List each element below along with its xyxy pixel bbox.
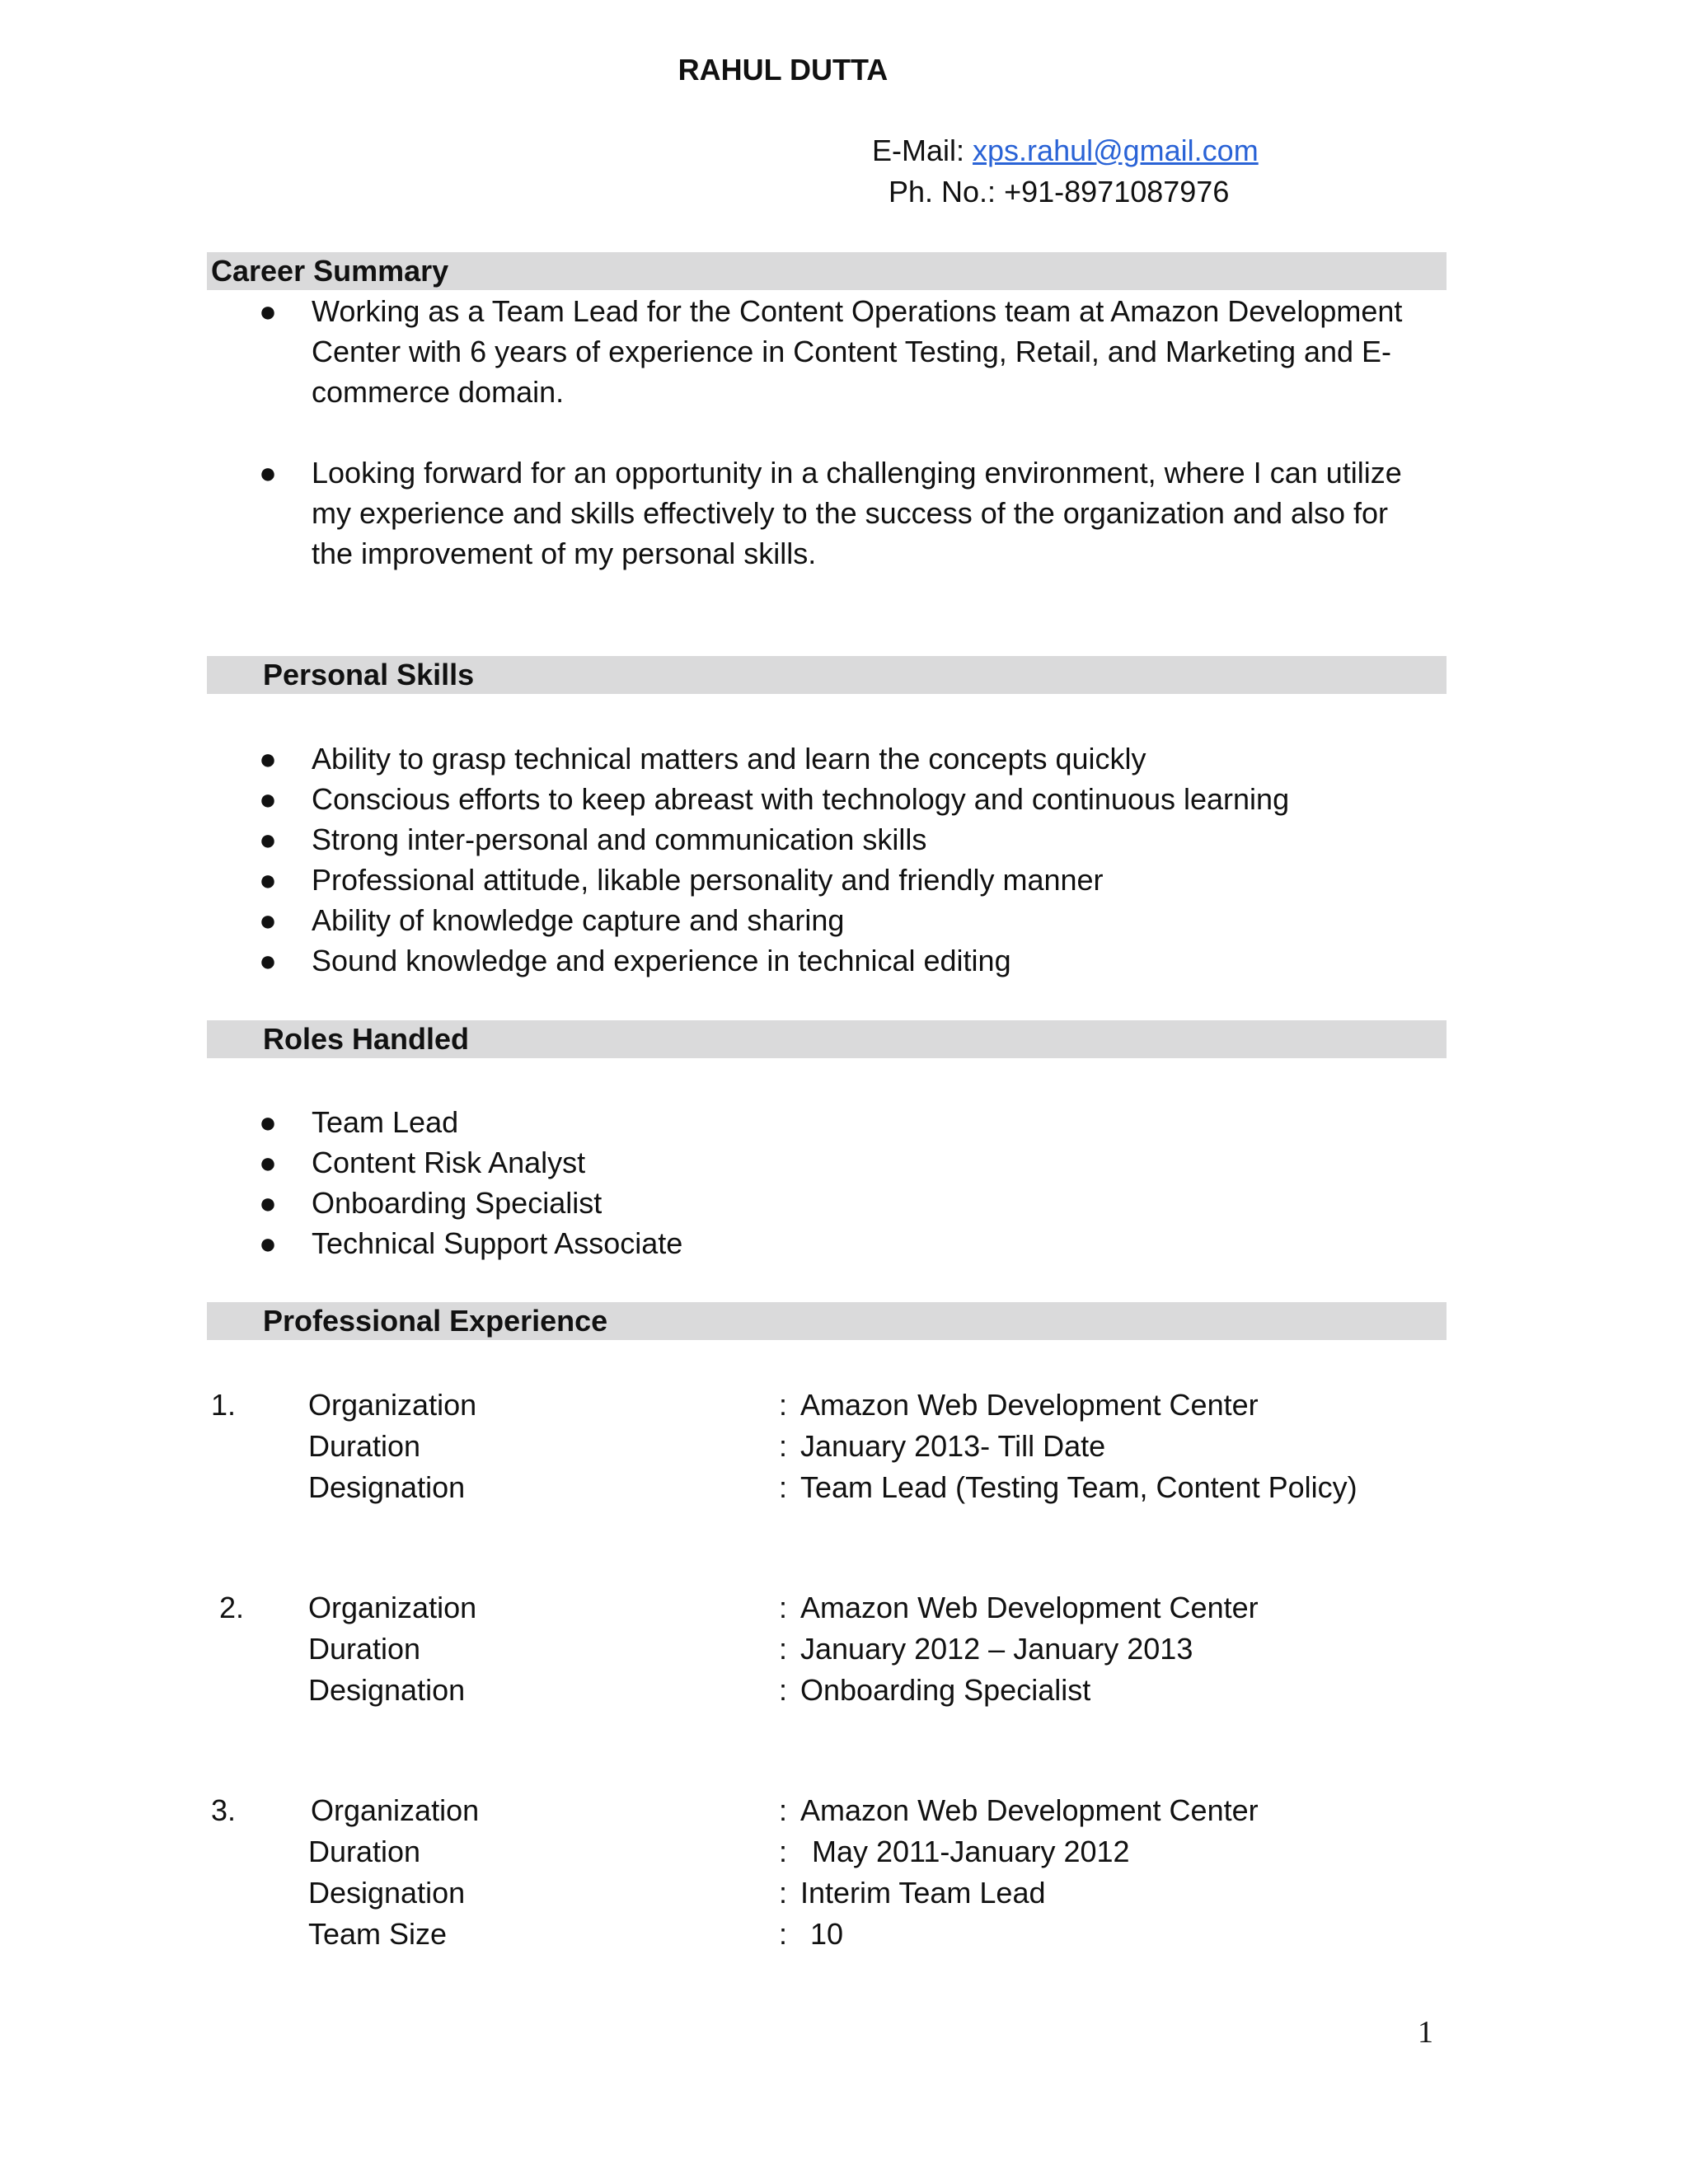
organization-row [207, 1790, 1460, 1831]
role-item: Content Risk Analyst [312, 1146, 586, 1179]
duration-value: January 2012 – January 2013 [800, 1632, 1193, 1666]
skill-item: Professional attitude, likable personality and friendly manner [312, 863, 1104, 897]
career-summary-item: Looking forward for an opportunity in a challenging environment, where I can utilize my experience and skills effectively to the success of the organization and also for the improvement of my personal skills. [312, 456, 1402, 570]
bullet-icon: ● [259, 294, 277, 328]
list-item [256, 900, 1434, 940]
experience-entry [207, 1790, 1460, 1955]
roles-handled-title: Roles Handled [263, 1022, 470, 1056]
designation-value: Interim Team Lead [800, 1876, 1046, 1910]
entry-number: 2. [219, 1591, 245, 1624]
skill-item: Conscious efforts to keep abreast with technology and continuous learning [312, 782, 1290, 816]
organization-value: Amazon Web Development Center [800, 1793, 1259, 1827]
personal-skills-list [256, 738, 1434, 981]
list-item [256, 738, 1434, 779]
duration-value: January 2013- Till Date [800, 1429, 1106, 1463]
organization-value: Amazon Web Development Center [800, 1388, 1259, 1422]
organization-label: Organization [308, 1591, 477, 1624]
list-item [256, 1142, 1434, 1183]
skill-item: Strong inter-personal and communication skills [312, 823, 927, 856]
team-size-label: Team Size [308, 1917, 448, 1951]
bullet-icon: ● [259, 944, 277, 977]
page-number: 1 [1418, 2015, 1433, 2050]
team-size-row [207, 1914, 1460, 1955]
career-summary-heading [207, 252, 1447, 290]
experience-entry [207, 1587, 1460, 1711]
list-item [256, 291, 1434, 412]
designation-value: Team Lead (Testing Team, Content Policy) [800, 1470, 1357, 1504]
roles-handled-list [256, 1102, 1434, 1263]
separator: : [779, 1673, 788, 1707]
designation-label: Designation [308, 1876, 466, 1910]
bullet-icon: ● [259, 1146, 277, 1179]
professional-experience-title: Professional Experience [263, 1304, 608, 1338]
bullet-icon: ● [259, 903, 277, 937]
separator: : [779, 1876, 788, 1910]
phone-row [872, 173, 1259, 214]
bullet-icon: ● [259, 782, 277, 816]
career-summary-item: Working as a Team Lead for the Content Operations team at Amazon Development Center with 6 years of experience in Content Testing, Retail, and Marketing and E-commerce domain. [312, 294, 1403, 409]
bullet-icon: ● [259, 863, 277, 897]
personal-skills-title: Personal Skills [263, 658, 475, 691]
bullet-icon: ● [259, 742, 277, 776]
role-item: Team Lead [312, 1105, 459, 1139]
designation-label: Designation [308, 1470, 466, 1504]
duration-value: May 2011-January 2012 [812, 1835, 1130, 1868]
organization-label: Organization [311, 1793, 480, 1827]
organization-row [207, 1385, 1460, 1426]
email-link[interactable]: xps.rahul@gmail.com [973, 134, 1259, 167]
duration-label: Duration [308, 1429, 421, 1463]
duration-row [207, 1831, 1460, 1872]
designation-row [207, 1467, 1460, 1508]
separator: : [779, 1470, 788, 1504]
skill-item: Sound knowledge and experience in technical editing [312, 944, 1011, 977]
phone-number: +91-8971087976 [1004, 175, 1230, 209]
bullet-icon: ● [259, 1186, 277, 1220]
duration-row [207, 1426, 1460, 1467]
contact-block [872, 132, 1259, 214]
skill-item: Ability of knowledge capture and sharing [312, 903, 845, 937]
separator: : [779, 1917, 788, 1951]
skill-item: Ability to grasp technical matters and learn the concepts quickly [312, 742, 1146, 776]
bullet-icon: ● [259, 1226, 277, 1260]
experience-entry [207, 1385, 1460, 1508]
designation-label: Designation [308, 1673, 466, 1707]
list-item [256, 860, 1434, 900]
list-item [256, 940, 1434, 981]
team-size-value: 10 [810, 1917, 844, 1951]
personal-skills-heading [207, 656, 1447, 694]
list-item [256, 1102, 1434, 1142]
career-summary-title: Career Summary [211, 254, 449, 288]
duration-row [207, 1629, 1460, 1670]
designation-row [207, 1670, 1460, 1711]
separator: : [779, 1591, 788, 1624]
separator: : [779, 1388, 788, 1422]
list-item [256, 1223, 1434, 1263]
career-summary-list [256, 291, 1434, 574]
separator: : [779, 1429, 788, 1463]
separator: : [779, 1835, 788, 1868]
duration-label: Duration [308, 1835, 421, 1868]
organization-row [207, 1587, 1460, 1629]
role-item: Technical Support Associate [312, 1226, 683, 1260]
designation-value: Onboarding Specialist [800, 1673, 1091, 1707]
entry-number: 3. [211, 1793, 237, 1827]
separator: : [779, 1632, 788, 1666]
phone-label: Ph. No.: [889, 175, 996, 209]
bullet-icon: ● [259, 823, 277, 856]
list-item [256, 779, 1434, 819]
duration-label: Duration [308, 1632, 421, 1666]
organization-value: Amazon Web Development Center [800, 1591, 1259, 1624]
bullet-icon: ● [259, 456, 277, 490]
organization-label: Organization [308, 1388, 477, 1422]
list-item [256, 1183, 1434, 1223]
bullet-icon: ● [259, 1105, 277, 1139]
email-label: E-Mail: [872, 134, 965, 167]
candidate-name: RAHUL DUTTA [678, 53, 889, 87]
entry-number: 1. [211, 1388, 237, 1422]
designation-row [207, 1872, 1460, 1914]
email-row [872, 132, 1259, 173]
roles-handled-heading [207, 1020, 1447, 1058]
list-item [256, 819, 1434, 860]
list-item [256, 452, 1434, 574]
separator: : [779, 1793, 788, 1827]
role-item: Onboarding Specialist [312, 1186, 603, 1220]
professional-experience-heading [207, 1302, 1447, 1340]
